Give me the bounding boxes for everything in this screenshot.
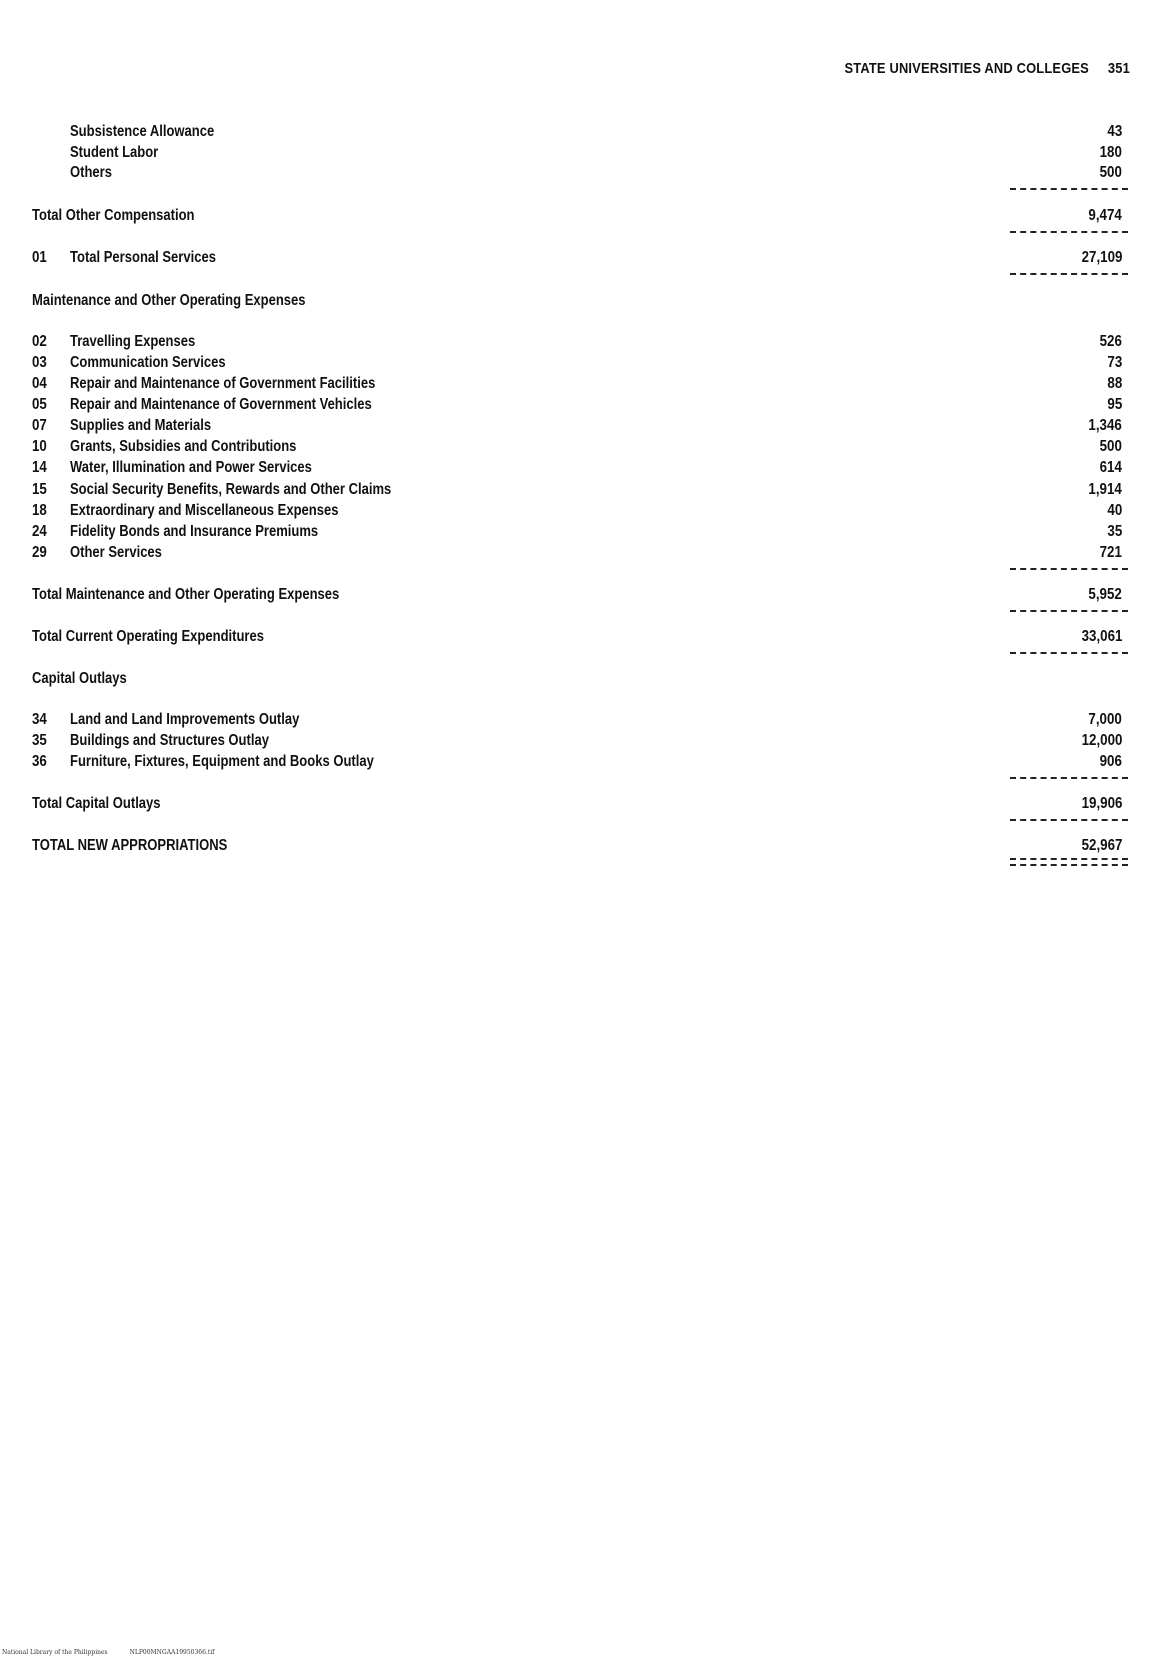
line-amount: 1,914 — [1088, 481, 1122, 498]
line-item — [32, 353, 1132, 373]
object-code: 36 — [32, 753, 47, 770]
line-label: Furniture, Fixtures, Equipment and Books Outlay — [70, 753, 374, 770]
line-label: Land and Land Improvements Outlay — [70, 711, 300, 728]
line-amount: 73 — [1107, 354, 1122, 371]
object-code: 24 — [32, 523, 47, 540]
section-heading — [32, 669, 1132, 689]
subtotal-line — [32, 248, 1132, 268]
line-amount: 33,061 — [1081, 628, 1122, 645]
line-label: Subsistence Allowance — [70, 123, 215, 140]
line-item — [32, 710, 1132, 730]
line-amount: 721 — [1099, 544, 1122, 561]
object-code: 18 — [32, 502, 47, 519]
line-item — [32, 543, 1132, 563]
grand-total-line — [32, 836, 1132, 856]
object-code: 07 — [32, 417, 47, 434]
subtotal-rule — [1010, 819, 1128, 821]
subtotal-rule — [1010, 652, 1128, 654]
line-item — [32, 480, 1132, 500]
line-item — [32, 752, 1132, 772]
subtotal-line — [32, 627, 1132, 647]
line-item — [32, 143, 1132, 163]
subtotal-line — [32, 794, 1132, 814]
line-label: Fidelity Bonds and Insurance Premiums — [70, 523, 319, 540]
line-amount: 500 — [1099, 164, 1122, 181]
line-item — [32, 731, 1132, 751]
object-code: 34 — [32, 711, 47, 728]
object-code: 02 — [32, 333, 47, 350]
line-label: Total Maintenance and Other Operating Expenses — [32, 586, 340, 603]
line-label: Student Labor — [70, 144, 159, 161]
line-amount: 9,474 — [1088, 207, 1122, 224]
line-label: Buildings and Structures Outlay — [70, 732, 269, 749]
line-amount: 52,967 — [1081, 837, 1122, 854]
line-amount: 19,906 — [1081, 795, 1122, 812]
line-label: Supplies and Materials — [70, 417, 212, 434]
subtotal-rule — [1010, 188, 1128, 190]
line-item — [32, 163, 1132, 183]
line-amount: 7,000 — [1088, 711, 1122, 728]
running-header — [845, 60, 1130, 77]
footer-source: National Library of the Philippines — [2, 1649, 108, 1656]
object-code: 03 — [32, 354, 47, 371]
line-item — [32, 395, 1132, 415]
page-number: 351 — [1107, 60, 1130, 77]
line-amount: 500 — [1099, 438, 1122, 455]
subtotal-rule — [1010, 568, 1128, 570]
line-label: Other Services — [70, 544, 162, 561]
object-code: 10 — [32, 438, 47, 455]
line-amount: 12,000 — [1081, 732, 1122, 749]
section-heading — [32, 291, 1132, 311]
object-code: 14 — [32, 459, 47, 476]
subtotal-rule — [1010, 231, 1128, 233]
line-item — [32, 122, 1132, 142]
object-code: 29 — [32, 544, 47, 561]
object-code: 04 — [32, 375, 47, 392]
line-label: Grants, Subsidies and Contributions — [70, 438, 297, 455]
line-amount: 88 — [1107, 375, 1122, 392]
grand-total-double-rule — [1010, 858, 1128, 866]
line-item — [32, 522, 1132, 542]
object-code: 05 — [32, 396, 47, 413]
object-code: 15 — [32, 481, 47, 498]
scan-footer — [2, 1649, 214, 1656]
line-label: Social Security Benefits, Rewards and Other Claims — [70, 481, 392, 498]
subtotal-rule — [1010, 610, 1128, 612]
line-amount: 35 — [1107, 523, 1122, 540]
line-amount: 95 — [1107, 396, 1122, 413]
line-amount: 40 — [1107, 502, 1122, 519]
line-label: Repair and Maintenance of Government Vehicles — [70, 396, 372, 413]
line-label: Total Other Compensation — [32, 207, 195, 224]
line-item — [32, 416, 1132, 436]
line-item — [32, 374, 1132, 394]
line-amount: 43 — [1107, 123, 1122, 140]
footer-file: NLP00MNGAA19950366.tif — [129, 1649, 215, 1656]
subtotal-rule — [1010, 273, 1128, 275]
line-label: Total Capital Outlays — [32, 795, 161, 812]
section-heading-label: Capital Outlays — [32, 670, 127, 687]
line-label: TOTAL NEW APPROPRIATIONS — [32, 837, 228, 854]
line-item — [32, 501, 1132, 521]
line-label: Extraordinary and Miscellaneous Expenses — [70, 502, 339, 519]
subtotal-line — [32, 585, 1132, 605]
subtotal-rule — [1010, 777, 1128, 779]
line-amount: 27,109 — [1081, 249, 1122, 266]
line-label: Repair and Maintenance of Government Facilities — [70, 375, 376, 392]
section-heading-label: Maintenance and Other Operating Expenses — [32, 292, 306, 309]
line-item — [32, 437, 1132, 457]
line-label: Travelling Expenses — [70, 333, 196, 350]
line-amount: 5,952 — [1088, 586, 1122, 603]
object-code: 01 — [32, 249, 47, 266]
object-code: 35 — [32, 732, 47, 749]
line-label: Total Current Operating Expenditures — [32, 628, 264, 645]
line-label: Total Personal Services — [70, 249, 216, 266]
line-label: Others — [70, 164, 112, 181]
line-item — [32, 332, 1132, 352]
line-label: Communication Services — [70, 354, 226, 371]
line-amount: 180 — [1099, 144, 1122, 161]
line-amount: 906 — [1099, 753, 1122, 770]
line-amount: 526 — [1099, 333, 1122, 350]
line-amount: 614 — [1099, 459, 1122, 476]
line-item — [32, 458, 1132, 478]
line-label: Water, Illumination and Power Services — [70, 459, 312, 476]
line-amount: 1,346 — [1088, 417, 1122, 434]
subtotal-line — [32, 206, 1132, 226]
header-title: STATE UNIVERSITIES AND COLLEGES — [844, 60, 1090, 77]
